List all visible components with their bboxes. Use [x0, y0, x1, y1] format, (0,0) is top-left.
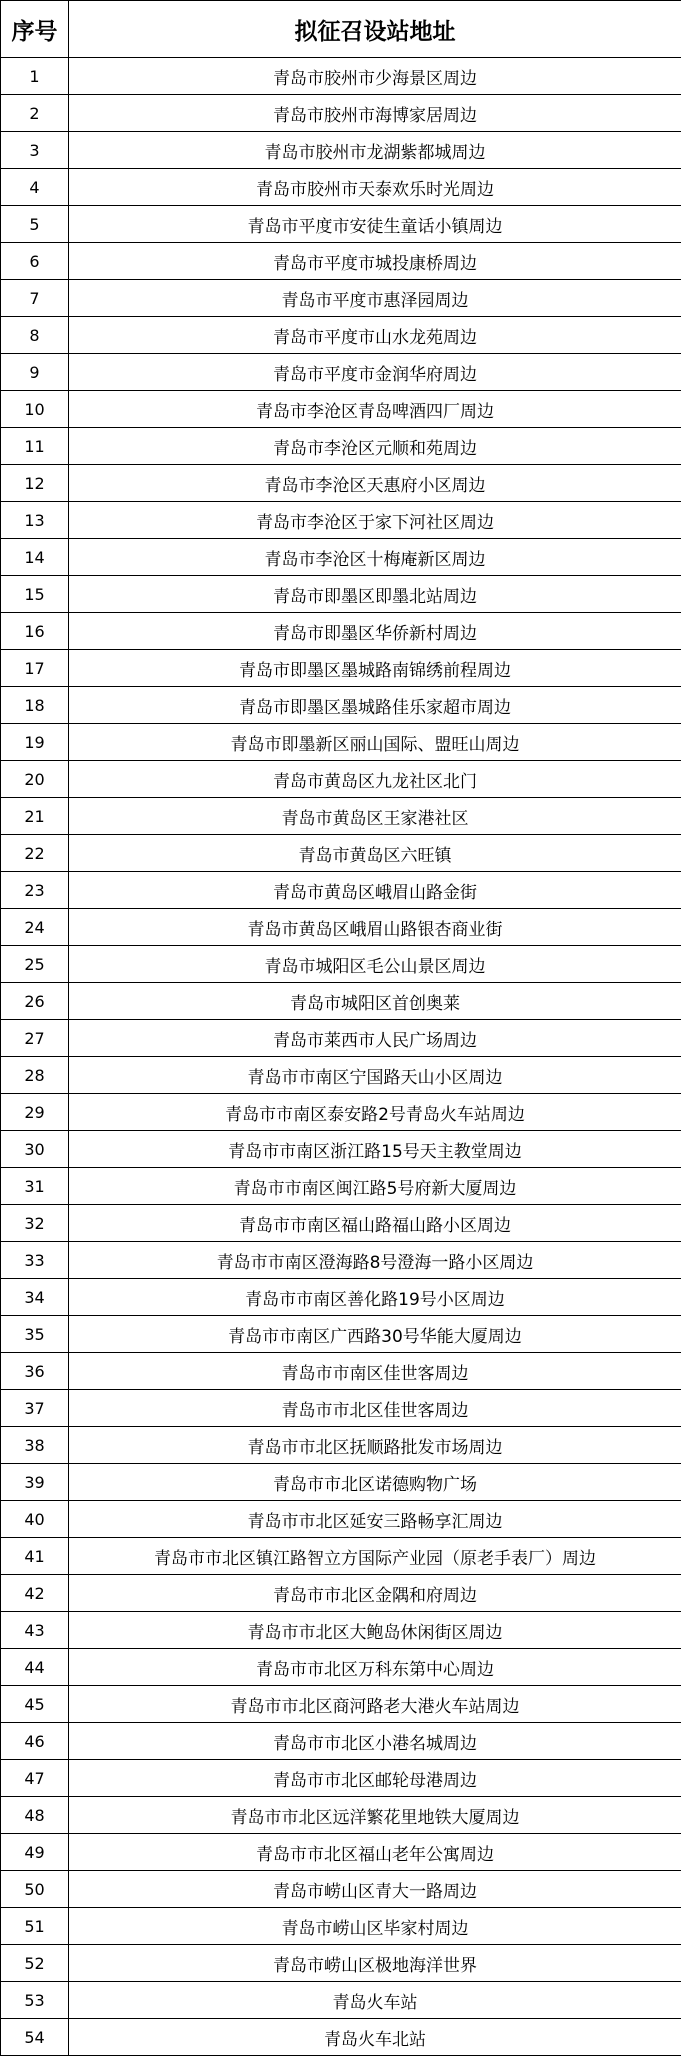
- row-index: 54: [1, 2019, 69, 2056]
- row-index: 53: [1, 1982, 69, 2019]
- row-address: 青岛市市北区万科东第中心周边: [69, 1649, 681, 1686]
- table-row: [1, 835, 681, 872]
- row-index: 2: [1, 95, 69, 132]
- row-address: 青岛市黄岛区王家港社区: [69, 798, 681, 835]
- row-index: 29: [1, 1094, 69, 1131]
- table-row: [1, 1205, 681, 1242]
- header-address: 拟征召设站地址: [69, 1, 681, 58]
- row-address: 青岛市市北区金隅和府周边: [69, 1575, 681, 1612]
- row-address: 青岛市李沧区十梅庵新区周边: [69, 539, 681, 576]
- table-row: [1, 983, 681, 1020]
- table-row: [1, 169, 681, 206]
- row-index: 13: [1, 502, 69, 539]
- row-index: 16: [1, 613, 69, 650]
- table-row: [1, 1501, 681, 1538]
- row-index: 4: [1, 169, 69, 206]
- row-address: 青岛市即墨新区丽山国际、盟旺山周边: [69, 724, 681, 761]
- row-address: 青岛市胶州市龙湖紫都城周边: [69, 132, 681, 169]
- table-row: [1, 724, 681, 761]
- table-row: [1, 576, 681, 613]
- row-index: 5: [1, 206, 69, 243]
- row-address: 青岛市莱西市人民广场周边: [69, 1020, 681, 1057]
- table-row: [1, 1760, 681, 1797]
- row-address: 青岛市平度市金润华府周边: [69, 354, 681, 391]
- table-row: [1, 1279, 681, 1316]
- table-row: [1, 1390, 681, 1427]
- row-index: 47: [1, 1760, 69, 1797]
- row-index: 23: [1, 872, 69, 909]
- row-address: 青岛市城阳区首创奥莱: [69, 983, 681, 1020]
- row-index: 48: [1, 1797, 69, 1834]
- row-index: 44: [1, 1649, 69, 1686]
- row-index: 43: [1, 1612, 69, 1649]
- row-index: 49: [1, 1834, 69, 1871]
- row-address: 青岛市李沧区天惠府小区周边: [69, 465, 681, 502]
- row-address: 青岛市市北区延安三路畅享汇周边: [69, 1501, 681, 1538]
- row-index: 33: [1, 1242, 69, 1279]
- header-index: 序号: [1, 1, 69, 58]
- row-index: 31: [1, 1168, 69, 1205]
- row-address: 青岛市胶州市天泰欢乐时光周边: [69, 169, 681, 206]
- table-row: [1, 95, 681, 132]
- row-address: 青岛市黄岛区峨眉山路金街: [69, 872, 681, 909]
- table-row: [1, 1945, 681, 1982]
- table-row: [1, 1797, 681, 1834]
- table-row: [1, 428, 681, 465]
- row-address: 青岛市平度市山水龙苑周边: [69, 317, 681, 354]
- row-address: 青岛火车北站: [69, 2019, 681, 2056]
- row-address: 青岛市市北区佳世客周边: [69, 1390, 681, 1427]
- row-index: 35: [1, 1316, 69, 1353]
- table-row: [1, 206, 681, 243]
- row-address: 青岛市黄岛区九龙社区北门: [69, 761, 681, 798]
- row-address: 青岛市李沧区青岛啤酒四厂周边: [69, 391, 681, 428]
- table-row: [1, 798, 681, 835]
- row-address: 青岛市市南区闽江路5号府新大厦周边: [69, 1168, 681, 1205]
- row-address: 青岛市即墨区华侨新村周边: [69, 613, 681, 650]
- row-index: 9: [1, 354, 69, 391]
- table-row: [1, 1464, 681, 1501]
- row-index: 17: [1, 650, 69, 687]
- table-row: [1, 502, 681, 539]
- row-index: 1: [1, 58, 69, 95]
- row-address: 青岛市市南区广西路30号华能大厦周边: [69, 1316, 681, 1353]
- row-index: 18: [1, 687, 69, 724]
- row-address: 青岛市即墨区即墨北站周边: [69, 576, 681, 613]
- row-index: 32: [1, 1205, 69, 1242]
- row-index: 41: [1, 1538, 69, 1575]
- table-row: [1, 354, 681, 391]
- row-index: 10: [1, 391, 69, 428]
- header-row: [1, 1, 681, 58]
- row-address: 青岛市胶州市少海景区周边: [69, 58, 681, 95]
- row-index: 38: [1, 1427, 69, 1464]
- row-address: 青岛市黄岛区六旺镇: [69, 835, 681, 872]
- row-address: 青岛市市北区邮轮母港周边: [69, 1760, 681, 1797]
- row-address: 青岛市市北区镇江路智立方国际产业园（原老手表厂）周边: [69, 1538, 681, 1575]
- row-address: 青岛市崂山区极地海洋世界: [69, 1945, 681, 1982]
- row-address: 青岛市胶州市海博家居周边: [69, 95, 681, 132]
- table-row: [1, 58, 681, 95]
- row-address: 青岛市市北区远洋繁花里地铁大厦周边: [69, 1797, 681, 1834]
- row-address: 青岛市城阳区毛公山景区周边: [69, 946, 681, 983]
- row-index: 52: [1, 1945, 69, 1982]
- table-body: [1, 58, 681, 2056]
- row-address: 青岛市市北区福山老年公寓周边: [69, 1834, 681, 1871]
- row-index: 34: [1, 1279, 69, 1316]
- row-index: 20: [1, 761, 69, 798]
- table-row: [1, 1168, 681, 1205]
- row-index: 14: [1, 539, 69, 576]
- row-address: 青岛市市南区泰安路2号青岛火车站周边: [69, 1094, 681, 1131]
- row-index: 37: [1, 1390, 69, 1427]
- row-address: 青岛市即墨区墨城路南锦绣前程周边: [69, 650, 681, 687]
- table-row: [1, 465, 681, 502]
- row-index: 21: [1, 798, 69, 835]
- row-address: 青岛市崂山区毕家村周边: [69, 1908, 681, 1945]
- row-address: 青岛火车站: [69, 1982, 681, 2019]
- row-index: 24: [1, 909, 69, 946]
- row-address: 青岛市市南区福山路福山路小区周边: [69, 1205, 681, 1242]
- table-row: [1, 1723, 681, 1760]
- table-row: [1, 909, 681, 946]
- table-row: [1, 1057, 681, 1094]
- table-row: [1, 872, 681, 909]
- table-row: [1, 280, 681, 317]
- row-index: 27: [1, 1020, 69, 1057]
- table-row: [1, 1871, 681, 1908]
- row-address: 青岛市市南区佳世客周边: [69, 1353, 681, 1390]
- table-row: [1, 1612, 681, 1649]
- row-address: 青岛市平度市惠泽园周边: [69, 280, 681, 317]
- table-row: [1, 761, 681, 798]
- row-index: 22: [1, 835, 69, 872]
- table-row: [1, 1575, 681, 1612]
- row-index: 11: [1, 428, 69, 465]
- table-row: [1, 687, 681, 724]
- row-address: 青岛市市南区善化路19号小区周边: [69, 1279, 681, 1316]
- row-index: 40: [1, 1501, 69, 1538]
- table-row: [1, 1094, 681, 1131]
- row-index: 6: [1, 243, 69, 280]
- table-row: [1, 1131, 681, 1168]
- row-index: 50: [1, 1871, 69, 1908]
- row-index: 39: [1, 1464, 69, 1501]
- row-address: 青岛市市北区抚顺路批发市场周边: [69, 1427, 681, 1464]
- table-row: [1, 650, 681, 687]
- table-row: [1, 1834, 681, 1871]
- row-index: 15: [1, 576, 69, 613]
- row-index: 25: [1, 946, 69, 983]
- table-row: [1, 1686, 681, 1723]
- row-address: 青岛市即墨区墨城路佳乐家超市周边: [69, 687, 681, 724]
- row-index: 3: [1, 132, 69, 169]
- row-index: 46: [1, 1723, 69, 1760]
- row-index: 30: [1, 1131, 69, 1168]
- table-row: [1, 1538, 681, 1575]
- row-address: 青岛市市北区小港名城周边: [69, 1723, 681, 1760]
- table-row: [1, 1649, 681, 1686]
- table-row: [1, 1242, 681, 1279]
- row-index: 28: [1, 1057, 69, 1094]
- table-row: [1, 2019, 681, 2056]
- row-index: 12: [1, 465, 69, 502]
- row-address: 青岛市市北区大鲍岛休闲街区周边: [69, 1612, 681, 1649]
- row-address: 青岛市黄岛区峨眉山路银杏商业街: [69, 909, 681, 946]
- row-address: 青岛市市南区浙江路15号天主教堂周边: [69, 1131, 681, 1168]
- row-index: 36: [1, 1353, 69, 1390]
- table-row: [1, 539, 681, 576]
- row-index: 8: [1, 317, 69, 354]
- row-address: 青岛市市南区澄海路8号澄海一路小区周边: [69, 1242, 681, 1279]
- table-row: [1, 391, 681, 428]
- row-address: 青岛市市北区商河路老大港火车站周边: [69, 1686, 681, 1723]
- row-index: 42: [1, 1575, 69, 1612]
- row-address: 青岛市平度市安徒生童话小镇周边: [69, 206, 681, 243]
- row-address: 青岛市李沧区元顺和苑周边: [69, 428, 681, 465]
- table-row: [1, 317, 681, 354]
- row-address: 青岛市李沧区于家下河社区周边: [69, 502, 681, 539]
- row-index: 45: [1, 1686, 69, 1723]
- table-row: [1, 1353, 681, 1390]
- table-row: [1, 132, 681, 169]
- row-index: 51: [1, 1908, 69, 1945]
- row-address: 青岛市崂山区青大一路周边: [69, 1871, 681, 1908]
- row-address: 青岛市市北区诺德购物广场: [69, 1464, 681, 1501]
- table-row: [1, 243, 681, 280]
- table-row: [1, 613, 681, 650]
- row-index: 19: [1, 724, 69, 761]
- table-row: [1, 1020, 681, 1057]
- table-row: [1, 1427, 681, 1464]
- table-row: [1, 946, 681, 983]
- row-address: 青岛市平度市城投康桥周边: [69, 243, 681, 280]
- table-row: [1, 1982, 681, 2019]
- table-row: [1, 1316, 681, 1353]
- table-row: [1, 1908, 681, 1945]
- row-index: 7: [1, 280, 69, 317]
- row-index: 26: [1, 983, 69, 1020]
- row-address: 青岛市市南区宁国路天山小区周边: [69, 1057, 681, 1094]
